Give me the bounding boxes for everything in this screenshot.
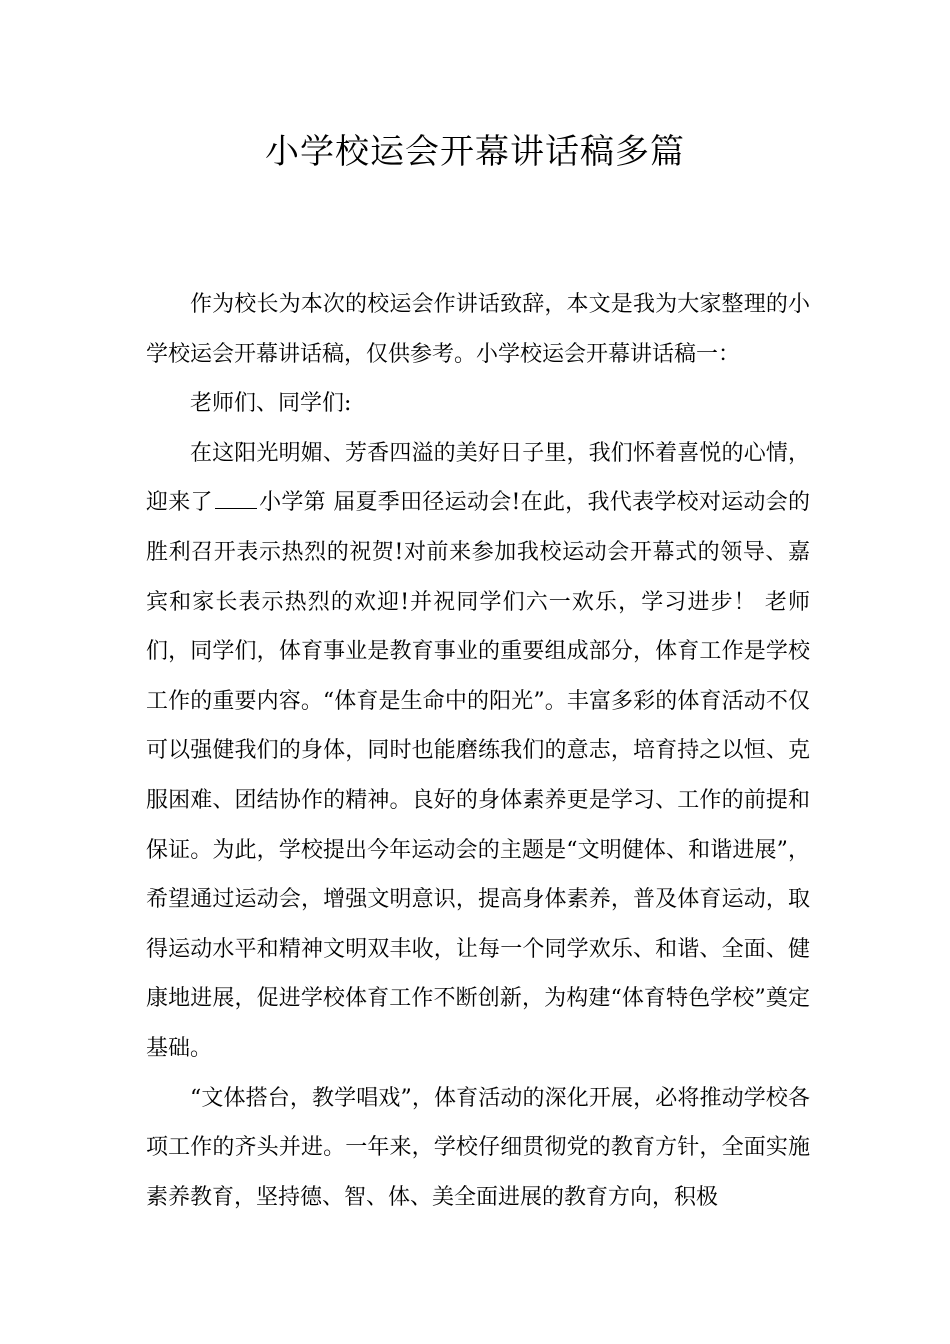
paragraph-culture: “文体搭台，教学唱戏”，体育活动的深化开展，必将推动学校各项工作的齐头并进。一年来，学校仔细贯彻党的教育方针，全面实施素养教育，坚持德、智、体、美全面进展的教育方向，积极	[146, 1085, 810, 1210]
document-body	[146, 280, 810, 1222]
paragraph-salutation: 老师们、同学们:	[190, 391, 352, 417]
paragraph-intro: 作为校长为本次的校运会作讲话致辞，本文是我为大家整理的小学校运会开幕讲话稿，仅供参考。小学校运会开幕讲话稿一：	[146, 292, 810, 367]
blank-underline	[215, 490, 257, 509]
opening-text-rest: 小学第 届夏季田径运动会!在此，我代表学校对运动会的胜利召开表示热烈的祝贺!对前来参加我校运动会开幕式的领导、嘉宾和家长表示热烈的欢迎!并祝同学们六一欢乐，学习进步！ 老师们，同学们，体育事业是教育事业的重要组成部分，体育工作是学校工作的重要内容。“体育是生命中的阳光”。丰富多彩的体育活动不仅可以强健我们的身体，同时也能磨练我们的意志，培育持之以恒、克服困难、团结协作的精神。良好的身体素养更是学习、工作的前提和保证。为此，学校提出今年运动会的主题是“文明健体、和谐进展”，希望通过运动会，增强文明意识，提高身体素养，普及体育运动，取得运动水平和精神文明双丰收，让每一个同学欢乐、和谐、全面、健康地进展，促进学校体育工作不断创新，为构建“体育特色学校”奠定基础。	[146, 490, 810, 1061]
document-title: 小学校运会开幕讲话稿多篇	[265, 132, 685, 172]
paragraph-opening	[146, 429, 810, 1074]
opening-text-start: 在这阳光明媚、芳香四溢的美好日子里，我们怀着喜悦的心情，迎来了	[146, 440, 810, 516]
